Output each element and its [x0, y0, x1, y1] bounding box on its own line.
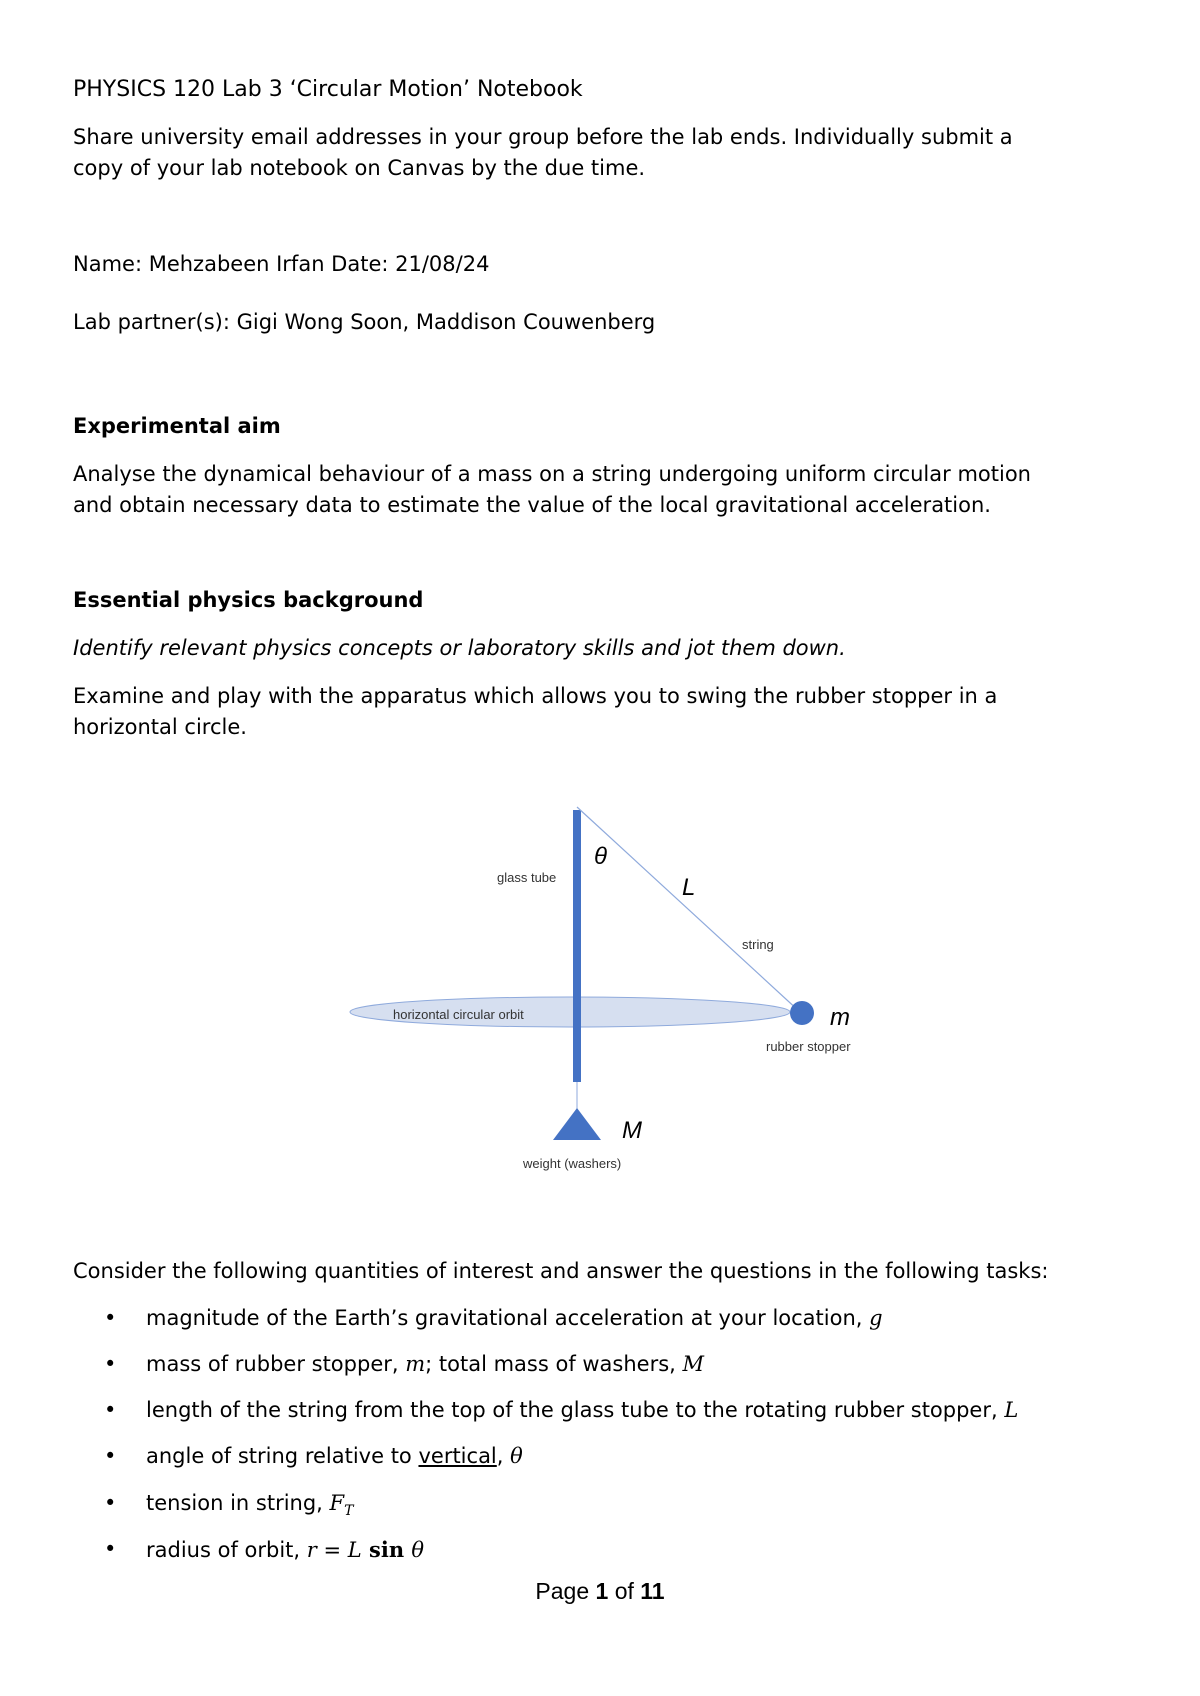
bullet-marker: • — [104, 1398, 117, 1422]
string-label: string — [742, 937, 774, 952]
quantities-intro: Consider the following quantities of interest and answer the questions in the following tasks: — [73, 1259, 1049, 1283]
list-item-text: magnitude of the Earth’s gravitational acceleration at your location, g — [146, 1306, 883, 1330]
rubber-stopper-label: rubber stopper — [766, 1039, 851, 1054]
page-number: Page 1 of 11 — [535, 1578, 665, 1604]
mass-m-label: m — [830, 1004, 850, 1031]
intro-line-1: Share university email addresses in your group before the lab ends. Individually submit a — [73, 125, 1013, 149]
list-item-text: radius of orbit, r = L sin θ — [146, 1537, 425, 1562]
bullet-marker: • — [104, 1491, 117, 1515]
rubber-stopper — [790, 1001, 814, 1025]
background-instruction: Identify relevant physics concepts or laboratory skills and jot them down. — [73, 636, 846, 660]
background-line-1: Examine and play with the apparatus which allows you to swing the rubber stopper in a — [73, 684, 998, 708]
orbit-label: horizontal circular orbit — [393, 1007, 524, 1022]
bullet-marker: • — [104, 1444, 117, 1468]
aim-line-2: and obtain necessary data to estimate the value of the local gravitational acceleration. — [73, 493, 991, 517]
list-item-text: mass of rubber stopper, m; total mass of washers, M — [146, 1352, 705, 1376]
document-title: PHYSICS 120 Lab 3 ‘Circular Motion’ Notebook — [73, 77, 583, 102]
weight-triangle — [553, 1108, 601, 1140]
bullet-marker: • — [104, 1537, 117, 1561]
aim-heading: Experimental aim — [73, 414, 281, 438]
theta-label: θ — [594, 843, 608, 870]
background-heading: Essential physics background — [73, 588, 424, 612]
name-date-line: Name: Mehzabeen Irfan Date: 21/08/24 — [73, 252, 490, 276]
glass-tube-label: glass tube — [497, 870, 557, 885]
list-item-text: length of the string from the top of the glass tube to the rotating rubber stopper, L — [146, 1398, 1019, 1422]
mass-M-label: M — [622, 1117, 642, 1144]
lab-partners-line: Lab partner(s): Gigi Wong Soon, Maddison Couwenberg — [73, 310, 656, 334]
weight-label: weight (washers) — [523, 1156, 622, 1171]
background-line-2: horizontal circle. — [73, 715, 247, 739]
bullet-marker: • — [104, 1306, 117, 1330]
list-item-text: tension in string, $F_T$ — [146, 1491, 354, 1520]
intro-line-2: copy of your lab notebook on Canvas by the due time. — [73, 156, 646, 180]
bullet-marker: • — [104, 1352, 117, 1376]
list-item-text: angle of string relative to vertical, θ — [146, 1444, 523, 1468]
aim-line-1: Analyse the dynamical behaviour of a mass on a string undergoing uniform circular motion — [73, 462, 1031, 486]
length-label: L — [682, 874, 696, 901]
string-line — [577, 807, 800, 1012]
glass-tube — [573, 810, 581, 1082]
